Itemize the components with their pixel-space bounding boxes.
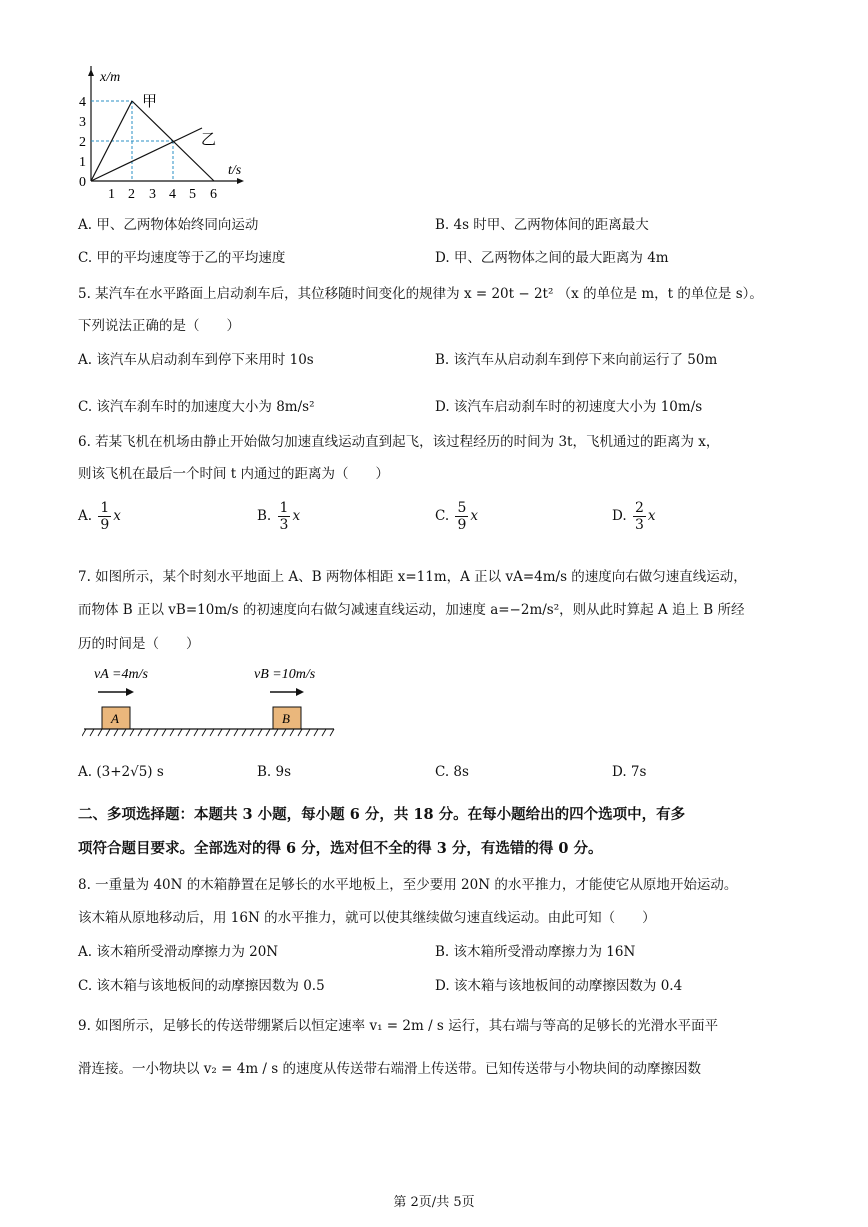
q7-stem-2: 而物体 B 正以 vB=10m/s 的初速度向右做匀减速直线运动，加速度 a=−2m/s²，则从此时算起 A 追上 B 所经 [78,602,745,618]
q7-option-b: B. 9s [257,764,292,780]
y-tick-3: 3 [79,115,86,130]
q5-option-a: A. 该汽车从启动刹车到停下来用时 10s [78,352,314,368]
label-jia: 甲 [142,94,158,110]
q8-stem-1: 8. 一重量为 40N 的木箱静置在足够长的水平地板上，至少要用 20N 的水平推力，才能使它从原地开始运动。 [78,877,738,893]
label-yi: 乙 [201,132,217,148]
q5-option-c: C. 该汽车刹车时的加速度大小为 8m/s² [78,399,315,415]
q4-option-a: A. 甲、乙两物体始终同向运动 [78,217,259,233]
y-tick-1: 1 [79,155,86,170]
q8-option-b: B. 该木箱所受滑动摩擦力为 16N [435,944,636,960]
q5-stem-1: 5. 某汽车在水平路面上启动刹车后，其位移随时间变化的规律为 x = 20t − 2t² （x 的单位是 m，t 的单位是 s）。 [78,286,763,302]
q7-diagram [82,662,342,742]
q8-option-c: C. 该木箱与该地板间的动摩擦因数为 0.5 [78,978,325,994]
y-axis-label: x/m [100,70,121,85]
q8-option-d: D. 该木箱与该地板间的动摩擦因数为 0.4 [435,978,683,994]
q6-stem-1: 6. 若某飞机在机场由静止开始做匀加速直线运动直到起飞，该过程经历的时间为 3t，飞机通过的距离为 x， [78,434,720,450]
q8-stem-2: 该木箱从原地移动后，用 16N 的水平推力，就可以使其继续做匀速直线运动。由此可知（ ） [78,910,656,926]
q9-stem-1: 9. 如图所示，足够长的传送带绷紧后以恒定速率 v₁ = 2m / s 运行，其右端与等高的足够长的光滑水平面平 [78,1018,719,1034]
x-tick-2: 2 [128,187,135,202]
x-tick-6: 6 [210,187,217,202]
q7-option-c: C. 8s [435,764,469,780]
q5-stem-2: 下列说法正确的是（ ） [78,318,240,334]
svg-text:B: B [282,711,290,726]
line-yi [91,128,202,181]
q6-option-b: B. $\frac{1}{3}$ x [257,500,301,533]
origin: 0 [79,175,86,190]
q5-option-d: D. 该汽车启动刹车时的初速度大小为 10m/s [435,399,703,415]
vb-label: vB =10m/s [254,667,316,682]
svg-text:A: A [111,711,119,726]
y-tick-2: 2 [79,135,86,150]
q5-option-b: B. 该汽车从启动刹车到停下来向前运行了 50m [435,352,718,368]
q4-option-d: D. 甲、乙两物体之间的最大距离为 4m [435,250,669,266]
va-label: vA =4m/s [94,667,148,682]
q6-stem-2: 则该飞机在最后一个时间 t 内通过的距离为（ ） [78,466,390,482]
x-tick-3: 3 [149,187,156,202]
q7-option-a: A. (3+2√5) s [78,764,164,780]
x-tick-4: 4 [169,187,176,202]
q9-stem-2: 滑连接。一小物块以 v₂ = 4m / s 的速度从传送带右端滑上传送带。已知传送带与小物块间的动摩擦因数 [78,1061,701,1077]
q6-option-a: A. $\frac{1}{9}$ x [78,500,121,533]
xt-graph [74,66,254,206]
x-axis-label: t/s [228,163,242,178]
page-number: 第 2页/共 5页 [393,1195,475,1210]
q8-option-a: A. 该木箱所受滑动摩擦力为 20N [78,944,279,960]
section2-heading-1: 二、多项选择题：本题共 3 小题，每小题 6 分，共 18 分。在每小题给出的四个选项中，有多 [78,806,686,823]
section2-heading-2: 项符合题目要求。全部选对的得 6 分，选对但不全的得 3 分，有选错的得 0 分。 [78,840,603,857]
q7-stem-1: 7. 如图所示，某个时刻水平地面上 A、B 两物体相距 x=11m，A 正以 vA=4m/s 的速度向右做匀速直线运动， [78,569,747,585]
y-tick-4: 4 [79,95,86,110]
q4-option-b: B. 4s 时甲、乙两物体间的距离最大 [435,217,649,233]
q4-option-c: C. 甲的平均速度等于乙的平均速度 [78,250,286,266]
x-tick-5: 5 [189,187,196,202]
q7-stem-3: 历的时间是（ ） [78,636,200,652]
q6-option-d: D. $\frac{2}{3}$ x [612,500,656,533]
x-tick-1: 1 [108,187,115,202]
q7-option-d: D. 7s [612,764,647,780]
q6-option-c: C. $\frac{5}{9}$ x [435,500,478,533]
